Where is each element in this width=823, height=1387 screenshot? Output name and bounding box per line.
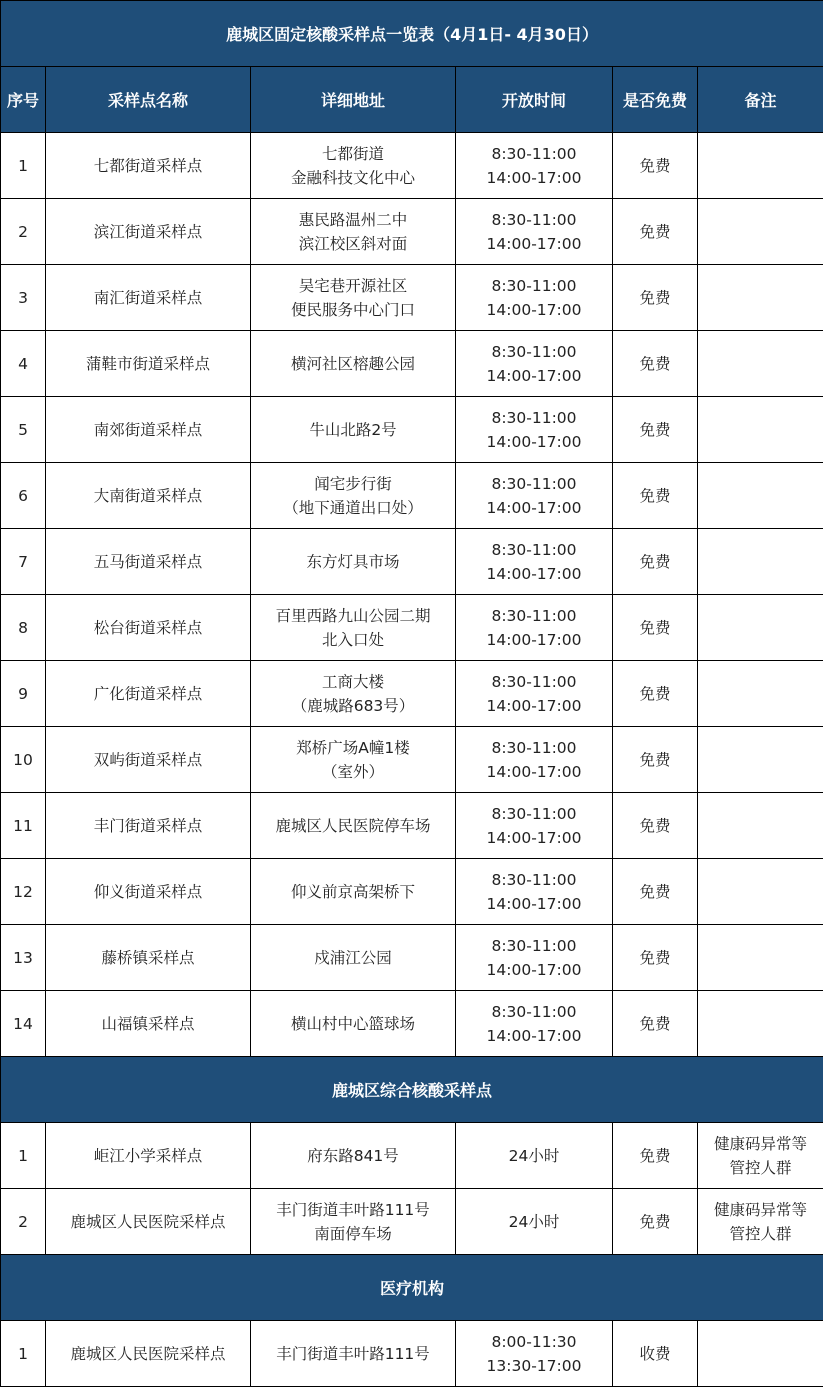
- note-cell-line: 健康码异常等: [714, 1200, 808, 1219]
- free-cell-line: 免费: [639, 486, 671, 505]
- name-cell: [46, 133, 251, 199]
- address-cell-line: 府东路841号: [307, 1146, 399, 1165]
- note-cell-line: 管控人群: [729, 1158, 792, 1177]
- address-cell: [251, 133, 456, 199]
- table-row: [1, 859, 823, 925]
- address-cell-line: （室外）: [321, 762, 384, 781]
- seq-cell-line: 2: [18, 1212, 28, 1231]
- address-cell-line: 惠民路温州二中: [298, 210, 408, 229]
- address-cell-line: 北入口处: [321, 630, 384, 649]
- note-cell: [698, 793, 823, 859]
- note-cell: [698, 1123, 823, 1189]
- table-row: [1, 529, 823, 595]
- hours-cell-line: 8:30-11:00: [491, 210, 577, 229]
- address-cell: [251, 463, 456, 529]
- free-cell: [613, 727, 698, 793]
- address-cell: [251, 925, 456, 991]
- name-cell-line: 山福镇采样点: [101, 1014, 195, 1033]
- hours-cell: [456, 793, 613, 859]
- hours-cell-line: 8:00-11:30: [491, 1332, 577, 1351]
- note-cell: [698, 991, 823, 1057]
- header-address: 详细地址: [251, 67, 456, 133]
- hours-cell: [456, 331, 613, 397]
- seq-cell: [1, 133, 46, 199]
- address-cell: [251, 1123, 456, 1189]
- address-cell-line: （鹿城路683号）: [291, 696, 415, 715]
- seq-cell-line: 9: [18, 684, 28, 703]
- hours-cell-line: 8:30-11:00: [491, 672, 577, 691]
- free-cell-line: 免费: [639, 222, 671, 241]
- free-cell-line: 免费: [639, 684, 671, 703]
- seq-cell-line: 1: [18, 156, 28, 175]
- seq-cell-line: 4: [18, 354, 28, 373]
- free-cell: [613, 1189, 698, 1255]
- note-cell: [698, 925, 823, 991]
- note-cell: [698, 463, 823, 529]
- seq-cell: [1, 925, 46, 991]
- seq-cell: [1, 991, 46, 1057]
- seq-cell: [1, 1189, 46, 1255]
- address-cell-line: 闻宅步行街: [314, 474, 392, 493]
- table-row: [1, 1189, 823, 1255]
- note-cell-line: 健康码异常等: [714, 1134, 808, 1153]
- section-title-medical: 医疗机构: [1, 1255, 823, 1321]
- note-cell: [698, 661, 823, 727]
- hours-cell: [456, 1189, 613, 1255]
- hours-cell-line: 24小时: [508, 1212, 560, 1231]
- table-row: [1, 1123, 823, 1189]
- hours-cell-line: 14:00-17:00: [486, 432, 582, 451]
- seq-cell: [1, 265, 46, 331]
- hours-cell-line: 8:30-11:00: [491, 1002, 577, 1021]
- address-cell: [251, 859, 456, 925]
- hours-cell-line: 8:30-11:00: [491, 342, 577, 361]
- address-cell-line: 牛山北路2号: [309, 420, 397, 439]
- hours-cell-line: 8:30-11:00: [491, 474, 577, 493]
- seq-cell-line: 5: [18, 420, 28, 439]
- hours-cell-line: 8:30-11:00: [491, 936, 577, 955]
- header-row: [1, 67, 823, 133]
- seq-cell-line: 11: [13, 816, 33, 835]
- name-cell-line: 七都街道采样点: [93, 156, 203, 175]
- free-cell: [613, 397, 698, 463]
- free-cell: [613, 133, 698, 199]
- name-cell: [46, 397, 251, 463]
- header-hours: 开放时间: [456, 67, 613, 133]
- name-cell: [46, 265, 251, 331]
- hours-cell-line: 14:00-17:00: [486, 366, 582, 385]
- address-cell-line: 南面停车场: [314, 1224, 392, 1243]
- hours-cell-line: 14:00-17:00: [486, 960, 582, 979]
- table-row: [1, 199, 823, 265]
- hours-cell-line: 14:00-17:00: [486, 828, 582, 847]
- hours-cell-line: 8:30-11:00: [491, 144, 577, 163]
- seq-cell: [1, 199, 46, 265]
- address-cell: [251, 793, 456, 859]
- address-cell: [251, 727, 456, 793]
- seq-cell: [1, 463, 46, 529]
- free-cell: [613, 1321, 698, 1387]
- table-row: [1, 1321, 823, 1387]
- seq-cell: [1, 793, 46, 859]
- free-cell: [613, 925, 698, 991]
- free-cell: [613, 1123, 698, 1189]
- seq-cell: [1, 397, 46, 463]
- address-cell-line: 东方灯具市场: [306, 552, 400, 571]
- hours-cell: [456, 991, 613, 1057]
- free-cell-line: 免费: [639, 156, 671, 175]
- seq-cell-line: 14: [13, 1014, 33, 1033]
- hours-cell-line: 14:00-17:00: [486, 762, 582, 781]
- table-row: [1, 727, 823, 793]
- hours-cell-line: 14:00-17:00: [486, 696, 582, 715]
- free-cell-line: 免费: [639, 420, 671, 439]
- table-row: [1, 991, 823, 1057]
- address-cell: [251, 991, 456, 1057]
- free-cell: [613, 199, 698, 265]
- seq-cell-line: 1: [18, 1146, 28, 1165]
- free-cell-line: 免费: [639, 882, 671, 901]
- name-cell: [46, 595, 251, 661]
- free-cell: [613, 661, 698, 727]
- seq-cell: [1, 331, 46, 397]
- free-cell: [613, 265, 698, 331]
- seq-cell: [1, 1123, 46, 1189]
- hours-cell: [456, 925, 613, 991]
- name-cell: [46, 661, 251, 727]
- name-cell-line: 鹿城区人民医院采样点: [70, 1344, 226, 1363]
- note-cell-line: 管控人群: [729, 1224, 792, 1243]
- name-cell: [46, 859, 251, 925]
- seq-cell-line: 8: [18, 618, 28, 637]
- seq-cell: [1, 529, 46, 595]
- name-cell-line: 松台街道采样点: [93, 618, 203, 637]
- hours-cell-line: 8:30-11:00: [491, 738, 577, 757]
- table-title: 鹿城区固定核酸采样点一览表（4月1日- 4月30日）: [1, 1, 823, 67]
- free-cell-line: 免费: [639, 552, 671, 571]
- free-cell-line: 免费: [639, 618, 671, 637]
- address-cell: [251, 397, 456, 463]
- free-cell: [613, 463, 698, 529]
- name-cell-line: 南郊街道采样点: [93, 420, 203, 439]
- hours-cell-line: 8:30-11:00: [491, 870, 577, 889]
- note-cell: [698, 1321, 823, 1387]
- free-cell-line: 免费: [639, 1146, 671, 1165]
- seq-cell: [1, 661, 46, 727]
- free-cell-line: 免费: [639, 816, 671, 835]
- free-cell: [613, 991, 698, 1057]
- free-cell-line: 收费: [639, 1344, 671, 1363]
- hours-cell: [456, 661, 613, 727]
- header-name: 采样点名称: [46, 67, 251, 133]
- address-cell-line: 丰门街道丰叶路111号: [276, 1200, 430, 1219]
- hours-cell: [456, 1123, 613, 1189]
- free-cell: [613, 595, 698, 661]
- address-cell: [251, 331, 456, 397]
- address-cell: [251, 529, 456, 595]
- seq-cell-line: 7: [18, 552, 28, 571]
- note-cell: [698, 1189, 823, 1255]
- name-cell-line: 蒲鞋市街道采样点: [85, 354, 210, 373]
- address-cell-line: 百里西路九山公园二期: [275, 606, 431, 625]
- address-cell-line: 便民服务中心门口: [290, 300, 415, 319]
- seq-cell-line: 6: [18, 486, 28, 505]
- seq-cell-line: 10: [13, 750, 33, 769]
- free-cell-line: 免费: [639, 1014, 671, 1033]
- address-cell-line: 金融科技文化中心: [290, 168, 415, 187]
- seq-cell-line: 2: [18, 222, 28, 241]
- hours-cell: [456, 859, 613, 925]
- name-cell: [46, 1123, 251, 1189]
- seq-cell-line: 3: [18, 288, 28, 307]
- note-cell: [698, 595, 823, 661]
- hours-cell-line: 14:00-17:00: [486, 564, 582, 583]
- section-title-comprehensive: 鹿城区综合核酸采样点: [1, 1057, 823, 1123]
- name-cell: [46, 1321, 251, 1387]
- free-cell: [613, 859, 698, 925]
- name-cell: [46, 331, 251, 397]
- address-cell: [251, 265, 456, 331]
- seq-cell: [1, 595, 46, 661]
- hours-cell-line: 14:00-17:00: [486, 894, 582, 913]
- header-seq: 序号: [1, 67, 46, 133]
- address-cell-line: 横山村中心篮球场: [290, 1014, 415, 1033]
- name-cell-line: 丰门街道采样点: [93, 816, 203, 835]
- free-cell: [613, 529, 698, 595]
- hours-cell: [456, 727, 613, 793]
- name-cell-line: 鹿城区人民医院采样点: [70, 1212, 226, 1231]
- hours-cell: [456, 199, 613, 265]
- table-row: [1, 331, 823, 397]
- name-cell: [46, 793, 251, 859]
- name-cell-line: 五马街道采样点: [93, 552, 203, 571]
- hours-cell-line: 14:00-17:00: [486, 234, 582, 253]
- header-free: 是否免费: [613, 67, 698, 133]
- seq-cell: [1, 1321, 46, 1387]
- hours-cell-line: 8:30-11:00: [491, 540, 577, 559]
- hours-cell-line: 8:30-11:00: [491, 606, 577, 625]
- table-row: [1, 133, 823, 199]
- address-cell-line: 横河社区榕趣公园: [290, 354, 415, 373]
- free-cell-line: 免费: [639, 750, 671, 769]
- table-row: [1, 595, 823, 661]
- hours-cell-line: 24小时: [508, 1146, 560, 1165]
- address-cell: [251, 661, 456, 727]
- name-cell-line: 岠江小学采样点: [93, 1146, 203, 1165]
- name-cell: [46, 199, 251, 265]
- section-title-medical-row: [1, 1255, 823, 1321]
- note-cell: [698, 727, 823, 793]
- free-cell-line: 免费: [639, 948, 671, 967]
- note-cell: [698, 133, 823, 199]
- hours-cell: [456, 133, 613, 199]
- address-cell-line: 滨江校区斜对面: [298, 234, 408, 253]
- hours-cell: [456, 1321, 613, 1387]
- seq-cell: [1, 727, 46, 793]
- hours-cell-line: 8:30-11:00: [491, 408, 577, 427]
- hours-cell: [456, 463, 613, 529]
- seq-cell: [1, 859, 46, 925]
- hours-cell-line: 8:30-11:00: [491, 804, 577, 823]
- address-cell-line: 丰门街道丰叶路111号: [276, 1344, 430, 1363]
- name-cell: [46, 727, 251, 793]
- name-cell: [46, 463, 251, 529]
- name-cell-line: 滨江街道采样点: [93, 222, 203, 241]
- free-cell-line: 免费: [639, 354, 671, 373]
- free-cell-line: 免费: [639, 1212, 671, 1231]
- address-cell-line: 郑桥广场A幢1楼: [296, 738, 410, 757]
- hours-cell-line: 8:30-11:00: [491, 276, 577, 295]
- address-cell-line: 戍浦江公园: [314, 948, 392, 967]
- free-cell-line: 免费: [639, 288, 671, 307]
- section-title-comprehensive-row: [1, 1057, 823, 1123]
- name-cell-line: 仰义街道采样点: [93, 882, 203, 901]
- table-row: [1, 397, 823, 463]
- name-cell: [46, 925, 251, 991]
- name-cell-line: 藤桥镇采样点: [101, 948, 195, 967]
- name-cell-line: 南汇街道采样点: [93, 288, 203, 307]
- address-cell: [251, 199, 456, 265]
- name-cell-line: 广化街道采样点: [93, 684, 203, 703]
- table-row: [1, 661, 823, 727]
- note-cell: [698, 397, 823, 463]
- free-cell: [613, 331, 698, 397]
- title-row: [1, 1, 823, 67]
- hours-cell-line: 14:00-17:00: [486, 498, 582, 517]
- address-cell-line: 鹿城区人民医院停车场: [275, 816, 431, 835]
- seq-cell-line: 13: [13, 948, 33, 967]
- name-cell: [46, 529, 251, 595]
- name-cell: [46, 1189, 251, 1255]
- name-cell: [46, 991, 251, 1057]
- note-cell: [698, 529, 823, 595]
- hours-cell-line: 14:00-17:00: [486, 168, 582, 187]
- hours-cell-line: 14:00-17:00: [486, 1026, 582, 1045]
- note-cell: [698, 265, 823, 331]
- hours-cell: [456, 397, 613, 463]
- note-cell: [698, 859, 823, 925]
- hours-cell-line: 14:00-17:00: [486, 300, 582, 319]
- header-note: 备注: [698, 67, 823, 133]
- table-row: [1, 925, 823, 991]
- hours-cell: [456, 265, 613, 331]
- address-cell: [251, 595, 456, 661]
- name-cell-line: 大南街道采样点: [93, 486, 203, 505]
- address-cell-line: 吴宅巷开源社区: [298, 276, 408, 295]
- address-cell-line: 工商大楼: [321, 672, 384, 691]
- note-cell: [698, 199, 823, 265]
- hours-cell: [456, 595, 613, 661]
- hours-cell-line: 14:00-17:00: [486, 630, 582, 649]
- address-cell: [251, 1321, 456, 1387]
- hours-cell-line: 13:30-17:00: [486, 1356, 582, 1375]
- seq-cell-line: 1: [18, 1344, 28, 1363]
- address-cell: [251, 1189, 456, 1255]
- address-cell-line: 七都街道: [321, 144, 384, 163]
- table-row: [1, 793, 823, 859]
- table-row: [1, 265, 823, 331]
- table-row: [1, 463, 823, 529]
- address-cell-line: （地下通道出口处）: [283, 498, 423, 517]
- free-cell: [613, 793, 698, 859]
- seq-cell-line: 12: [13, 882, 33, 901]
- address-cell-line: 仰义前京高架桥下: [290, 882, 415, 901]
- hours-cell: [456, 529, 613, 595]
- note-cell: [698, 331, 823, 397]
- name-cell-line: 双屿街道采样点: [93, 750, 203, 769]
